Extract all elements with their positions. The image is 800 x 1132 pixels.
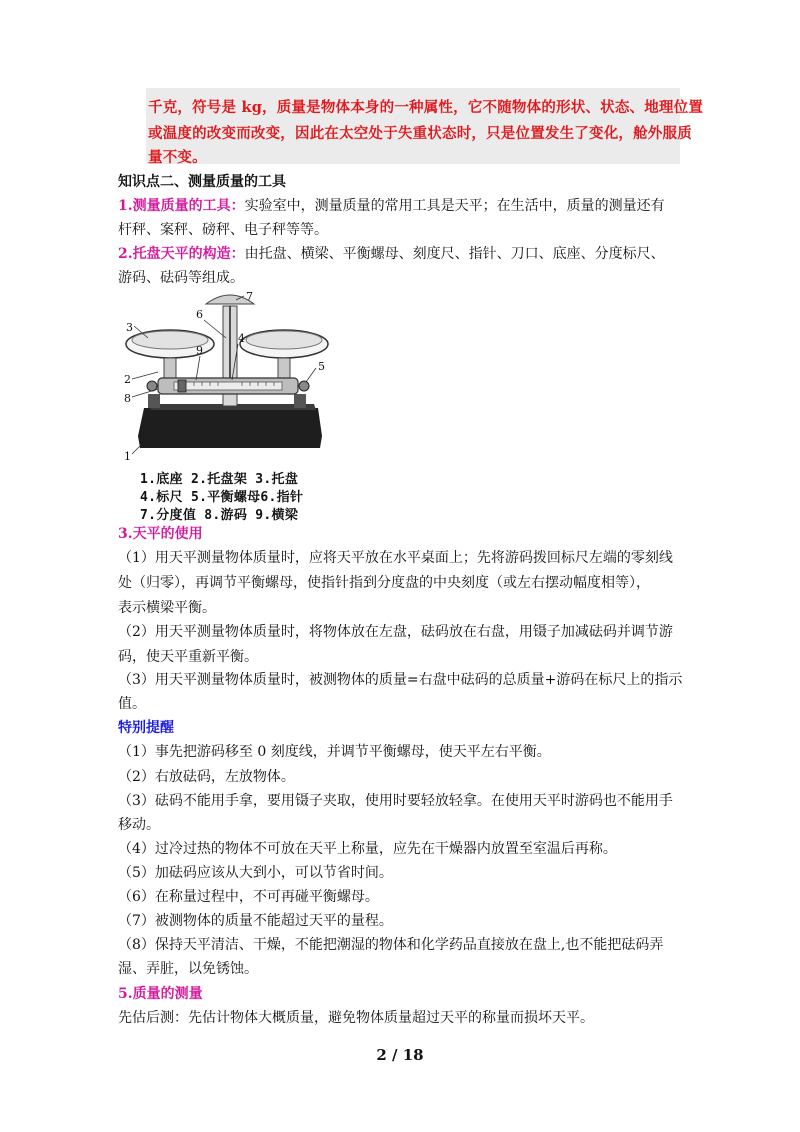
reminder-line-1: （1）事先把游码移至 0 刻度线，并调节平衡螺母，使天平左右平衡。 [118, 744, 551, 760]
figure-number-9: 9 [196, 344, 203, 357]
usage-line-4: （2）用天平测量物体质量时，将物体放在左盘，砝码放在右盘，用镊子加减砝码并调节游 [118, 624, 673, 640]
tools-text-1: 实验室中，测量质量的常用工具是天平；在生活中，质量的测量还有 [244, 198, 665, 214]
highlight-line-2: 或温度的改变而改变，因此在太空处于失重状态时，只是位置发生了变化，舱外服质 [148, 125, 692, 142]
usage-line-2: 处（归零），再调节平衡螺母，使指针指到分度盘的中央刻度（或左右摆动幅度相等）， [118, 575, 650, 591]
page-number: 2 / 18 [376, 1046, 424, 1064]
structure-text-2: 游码、砝码等组成。 [118, 270, 244, 286]
usage-line-6: （3）用天平测量物体质量时，被测物体的质量=右盘中砝码的总质量+游码在标尺上的指示 [118, 672, 683, 688]
reminder-heading: 特别提醒 [118, 720, 174, 736]
reminder-line-2: （2）右放砝码，左放物体。 [118, 769, 295, 785]
balance-base [138, 408, 322, 448]
tools-paragraph [118, 196, 665, 216]
usage-line-3: 表示横梁平衡。 [118, 600, 216, 616]
reminder-line-10: 湿、弄脏，以免锈蚀。 [118, 961, 258, 977]
structure-label: 2.托盘天平的构造： [118, 246, 245, 262]
tools-label: 1.测量质量的工具： [118, 198, 245, 214]
tools-text-2: 杆秤、案秤、磅秤、电子秤等等。 [118, 222, 328, 238]
figure-caption-2: 4.标尺 5.平衡螺母6.指针 [140, 490, 304, 505]
figure-number-7: 7 [246, 290, 253, 303]
reminder-line-8: （7）被测物体的质量不能超过天平的量程。 [118, 913, 393, 929]
reminder-line-4: 移动。 [118, 817, 160, 833]
reminder-line-6: （5）加砝码应该从大到小，可以节省时间。 [118, 865, 393, 881]
figure-number-4: 4 [238, 332, 245, 345]
reminder-line-3: （3）砝码不能用手拿，要用镊子夹取，使用时要轻放轻拿。在使用天平时游码也不能用手 [118, 793, 673, 809]
figure-caption-1: 1.底座 2.托盘架 3.托盘 [140, 472, 299, 487]
figure-number-2: 2 [124, 373, 131, 386]
measure-heading: 5.质量的测量 [118, 986, 203, 1002]
figure-number-8: 8 [124, 392, 131, 405]
figure-number-5: 5 [318, 360, 325, 373]
usage-line-5: 码，使天平重新平衡。 [118, 649, 258, 665]
section-heading: 知识点二、测量质量的工具 [118, 174, 286, 190]
structure-text-1: 由托盘、横梁、平衡螺母、刻度尺、指针、刀口、底座、分度标尺、 [244, 246, 665, 262]
structure-paragraph [118, 244, 665, 264]
figure-caption-3: 7.分度值 8.游码 9.横梁 [140, 508, 299, 523]
measure-text: 先估后测：先估计物体大概质量，避免物体质量超过天平的称量而损坏天平。 [118, 1010, 594, 1026]
usage-heading: 3.天平的使用 [118, 526, 203, 542]
usage-line-7: 值。 [118, 696, 146, 712]
figure-number-6: 6 [196, 308, 203, 321]
reminder-line-9: （8）保持天平清洁、干燥，不能把潮湿的物体和化学药品直接放在盘上,也不能把砝码弄 [118, 937, 664, 953]
balance-nut [299, 381, 309, 391]
reminder-line-5: （4）过冷过热的物体不可放在天平上称量，应先在干燥器内放置至室温后再称。 [118, 841, 617, 857]
highlight-line-1: 千克，符号是 kg，质量是物体本身的一种属性，它不随物体的形状、状态、地理位置 [148, 99, 704, 116]
highlight-line-3: 量不变。 [148, 149, 207, 166]
usage-line-1: （1）用天平测量物体质量时，应将天平放在水平桌面上；先将游码拨回标尺左端的零刻线 [118, 550, 673, 566]
figure-number-3: 3 [126, 321, 133, 334]
figure-number-1: 1 [124, 450, 131, 463]
reminder-line-7: （6）在称量过程中，不可再碰平衡螺母。 [118, 889, 379, 905]
balance-rider [178, 380, 186, 392]
